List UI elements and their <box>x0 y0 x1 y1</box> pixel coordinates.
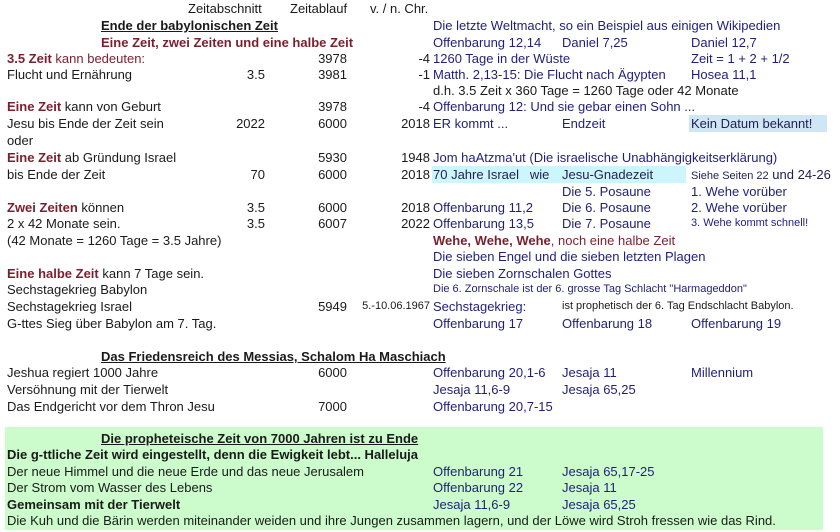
note3: Offenbarung 19 <box>691 316 782 331</box>
row-label-3-5-zeit <box>7 50 145 67</box>
note2: Offenbarung 18 <box>562 316 653 331</box>
ref2: Jesaja 65,17-25 <box>562 464 655 479</box>
zeitablauf: 6007 <box>318 216 347 231</box>
ref1: Jesaja 11,6-9 <box>433 497 511 512</box>
ref-daniel-7-25: Daniel 7,25 <box>562 35 628 50</box>
row-label: Sechstagekrieg Israel <box>7 299 133 314</box>
note: Die sieben Zornschalen Gottes <box>433 266 612 281</box>
section-title-7000-jahre: Die propheteische Zeit von 7000 Jahren ist zu Ende <box>101 431 419 446</box>
row-label: Jesu bis Ende der Zeit sein <box>7 116 164 131</box>
year: -4 <box>418 99 430 114</box>
year: 2018 <box>401 167 430 182</box>
row-label: Der Strom vom Wasser des Lebens <box>7 480 213 495</box>
row-label: (42 Monate = 1260 Tage = 3.5 Jahre) <box>7 233 222 248</box>
note: Die sieben Engel und die sieben letzten Plagen <box>433 249 706 264</box>
note: 70 Jahre Israel wie <box>433 167 550 182</box>
row-label: Der neue Himmel und die neue Erde und das neue Jerusalem <box>7 464 364 479</box>
closing-quote: Die Kuh und die Bärin werden miteinander weiden und ihre Jungen zusammen lagern, und der Löwe wird Stroh fressen wie das Rind. <box>7 513 776 528</box>
note: Jom haAtzma'ut (Die israelische Unabhängigkeitserklärung) <box>433 150 778 165</box>
page-reference <box>691 166 831 183</box>
note2: Die 7. Posaune <box>562 216 651 231</box>
col-header-vn-chr: v. / n. Chr. <box>370 1 429 16</box>
note2: Endzeit <box>562 116 606 131</box>
row-label: Versöhnung mit der Tierwelt <box>7 382 169 397</box>
row-label-bold: Gemeinsam mit der Tierwelt <box>7 497 181 512</box>
label-bold: Eine Zeit <box>7 99 62 114</box>
note: Offenbarung 12: Und sie gebar einen Sohn ... <box>433 99 696 114</box>
row-label-oder: oder <box>7 133 34 148</box>
label-rest: kann bedeuten: <box>51 51 146 66</box>
zeitabschnitt: 2022 <box>236 116 265 131</box>
calc-note: d.h. 3.5 Zeit x 360 Tage = 1260 Tage oder 42 Monate <box>433 83 739 98</box>
section-title-friedensreich: Das Friedensreich des Messias, Schalom Ha Maschiach <box>101 349 446 364</box>
label-rest: kann von Geburt <box>61 99 161 114</box>
section-subtitle-ewigkeit: Die g-ttliche Zeit wird eingestellt, denn die Ewigkeit lebt... Halleluja <box>7 447 419 462</box>
ref2: Jesaja 11 <box>562 480 617 495</box>
zeitabschnitt: 3.5 <box>246 200 265 215</box>
year: -1 <box>418 67 430 82</box>
zeitablauf: 6000 <box>318 116 347 131</box>
note: Offenbarung 11,2 <box>433 200 533 215</box>
year: 2018 <box>401 200 430 215</box>
note2: Hosea 11,1 <box>691 67 757 82</box>
label-bold: Zwei Zeiten <box>7 200 78 215</box>
zeitablauf: 3978 <box>318 51 347 66</box>
note2: Zeit = 1 + 2 + 1/2 <box>691 51 790 66</box>
ref1: Jesaja 11,6-9 <box>433 382 511 397</box>
note: Matth. 2,13-15: Die Flucht nach Ägypten <box>433 67 666 82</box>
zeitablauf: 5949 <box>318 299 347 314</box>
ref1: Offenbarung 22 <box>433 480 524 495</box>
note: ER kommt ... <box>433 116 509 131</box>
note: Die 6. Zornschale ist der 6. grosse Tag Schlacht "Harmageddon" <box>433 283 747 295</box>
zeitablauf: 6000 <box>318 200 347 215</box>
ref-offb-12-14: Offenbarung 12,14 <box>433 35 542 50</box>
row-label: 2 x 42 Monate sein. <box>7 216 121 231</box>
section-title-babylon: Ende der babylonischen Zeit <box>101 18 278 33</box>
ref1: Offenbarung 21 <box>433 464 524 479</box>
note3-small: Siehe Seiten 22 <box>691 170 769 182</box>
note3: 2. Wehe vorüber <box>691 200 787 215</box>
note2: Die 5. Posaune <box>562 184 651 199</box>
row-label: Das Endgericht vor dem Thron Jesu <box>7 399 215 414</box>
row-label: Flucht und Ernährung <box>7 67 133 82</box>
zeitablauf: 3981 <box>318 67 347 82</box>
zeitabschnitt: 3.5 <box>246 216 265 231</box>
row-label-eine-zeit-israel <box>7 149 176 166</box>
col-header-zeitablauf: Zeitablauf <box>290 1 348 16</box>
note2: Jesu-Gnadezeit <box>562 167 654 182</box>
zeitablauf: 6000 <box>318 167 347 182</box>
row-label: G-ttes Sieg über Babylon am 7. Tag. <box>7 316 217 331</box>
section-subtitle: Eine Zeit, zwei Zeiten und eine halbe Zeit <box>101 35 354 50</box>
label-bold: Eine halbe Zeit <box>7 266 99 281</box>
year: 2018 <box>401 116 430 131</box>
ref-daniel-12-7: Daniel 12,7 <box>691 35 757 50</box>
label-rest: ab Gründung Israel <box>61 150 177 165</box>
note3: 3. Wehe kommt schnell! <box>691 217 809 229</box>
note: 1260 Tage in der Wüste <box>433 51 571 66</box>
note-bold: Wehe, Wehe, Wehe <box>433 233 551 248</box>
ref2: Jesaja 65,25 <box>562 497 636 512</box>
wehe-note <box>433 232 675 249</box>
ref2: Jesaja 65,25 <box>562 382 636 397</box>
zeitablauf: 3978 <box>318 99 347 114</box>
label-rest: können <box>77 200 125 215</box>
zeitablauf: 7000 <box>318 399 347 414</box>
label-bold: Eine Zeit <box>7 150 62 165</box>
ref1: Offenbarung 20,7-15 <box>433 399 553 414</box>
ref3: Millennium <box>691 365 754 380</box>
label-rest: kann 7 Tage sein. <box>98 266 205 281</box>
note-rest: , noch eine halbe Zeit <box>550 233 676 248</box>
note2: ist prophetisch der 6. Tag Endschlacht Babylon. <box>562 300 794 312</box>
note: Offenbarung 13,5 <box>433 216 534 231</box>
note: Sechstagekrieg: <box>433 299 527 314</box>
year: 1948 <box>401 150 430 165</box>
row-label: Jeshua regiert 1000 Jahre <box>7 365 159 380</box>
no-date-known-badge: Kein Datum bekannt! <box>689 115 827 132</box>
note2: Die 6. Posaune <box>562 200 651 215</box>
label-bold: 3.5 Zeit <box>7 51 52 66</box>
year: 5.-10.06.1967 <box>362 300 430 312</box>
row-label: bis Ende der Zeit <box>7 167 106 182</box>
note: Offenbarung 17 <box>433 316 524 331</box>
row-label-zwei-zeiten <box>7 199 124 216</box>
col-header-zeitabschnitt: Zeitabschnitt <box>188 1 262 16</box>
year: -4 <box>418 51 430 66</box>
intro-note: Die letzte Weltmacht, so ein Beispiel aus einigen Wikipedien <box>433 18 781 33</box>
year: 2022 <box>401 216 430 231</box>
ref1: Offenbarung 20,1-6 <box>433 365 546 380</box>
row-label-halbe-zeit <box>7 265 204 282</box>
note3: 1. Wehe vorüber <box>691 184 787 199</box>
zeitabschnitt: 3.5 <box>246 67 265 82</box>
row-label: Sechstagekrieg Babylon <box>7 282 148 297</box>
row-label-eine-zeit <box>7 98 161 115</box>
ref2: Jesaja 11 <box>562 365 617 380</box>
zeitablauf: 6000 <box>318 365 347 380</box>
zeitablauf: 5930 <box>318 150 347 165</box>
note3-rest: und 24-26 <box>768 167 831 182</box>
zeitabschnitt: 70 <box>250 167 265 182</box>
